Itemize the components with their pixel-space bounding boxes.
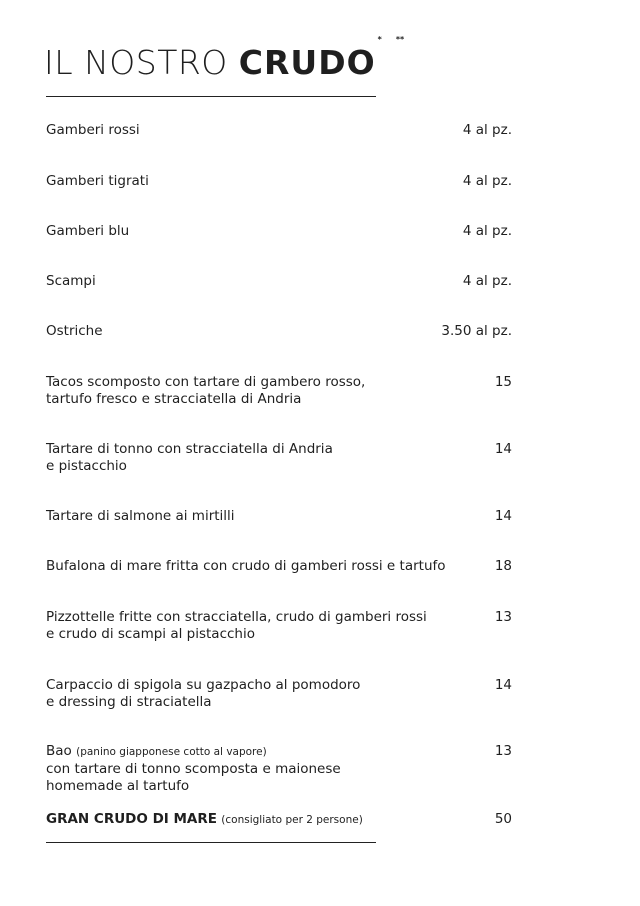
bao-note: (panino giapponese cotto al vapore) <box>76 746 267 758</box>
item-name <box>46 677 466 711</box>
item-price: 13 <box>494 609 512 625</box>
item-name <box>46 223 466 240</box>
item-line: e pistacchio <box>46 458 127 474</box>
item-price: 14 <box>494 508 512 524</box>
item-line: Bufalona di mare fritta con crudo di gamberi rossi e tartufo <box>46 558 446 574</box>
item-line: Pizzottelle fritte con stracciatella, crudo di gamberi rossi <box>46 609 427 625</box>
item-line: con tartare di tonno scomposta e maionese <box>46 761 341 777</box>
item-price: 4 al pz. <box>462 122 512 138</box>
item-name <box>46 609 466 643</box>
item-line <box>46 743 466 761</box>
item-line: e crudo di scampi al pistacchio <box>46 626 255 642</box>
item-price: 3.50 al pz. <box>441 323 512 339</box>
bao-name: Bao <box>46 743 72 759</box>
title-asterisk: * <box>377 35 382 44</box>
item-name <box>46 811 466 829</box>
page-title <box>44 35 405 83</box>
item-name <box>46 273 466 290</box>
item-price: 14 <box>494 441 512 457</box>
item-price: 4 al pz. <box>462 173 512 189</box>
gran-crudo-name: GRAN CRUDO DI MARE <box>46 811 217 827</box>
item-name <box>46 558 491 575</box>
item-name <box>46 122 466 139</box>
item-line <box>46 811 466 829</box>
gran-crudo-note: (consigliato per 2 persone) <box>221 814 363 826</box>
item-line: homemade al tartufo <box>46 778 190 794</box>
item-name <box>46 173 466 190</box>
item-price: 15 <box>494 374 512 390</box>
title-double-asterisk: ** <box>395 35 405 44</box>
item-line: Tartare di salmone ai mirtilli <box>46 508 235 524</box>
item-line: tartufo fresco e stracciatella di Andria <box>46 391 302 407</box>
item-name <box>46 323 466 340</box>
item-line: Gamberi rossi <box>46 122 140 138</box>
item-price: 14 <box>494 677 512 693</box>
item-price: 4 al pz. <box>462 223 512 239</box>
item-line: e dressing di straciatella <box>46 694 212 710</box>
item-price: 4 al pz. <box>462 273 512 289</box>
title-light: IL NOSTRO <box>44 43 239 82</box>
item-name <box>46 441 466 475</box>
item-price: 18 <box>494 558 512 574</box>
item-line: Gamberi blu <box>46 223 130 239</box>
item-line: Tartare di tonno con stracciatella di Andria <box>46 441 333 457</box>
item-price: 13 <box>494 743 512 759</box>
top-divider <box>46 96 376 97</box>
item-name <box>46 374 466 408</box>
item-line: Gamberi tigrati <box>46 173 149 189</box>
title-bold: CRUDO <box>238 43 376 82</box>
item-line: Scampi <box>46 273 96 289</box>
item-name <box>46 743 466 795</box>
bottom-divider <box>46 842 376 843</box>
item-line: Carpaccio di spigola su gazpacho al pomodoro <box>46 677 361 693</box>
item-price: 50 <box>494 811 512 827</box>
item-line: Tacos scomposto con tartare di gambero rosso, <box>46 374 366 390</box>
item-name <box>46 508 466 525</box>
item-line: Ostriche <box>46 323 103 339</box>
